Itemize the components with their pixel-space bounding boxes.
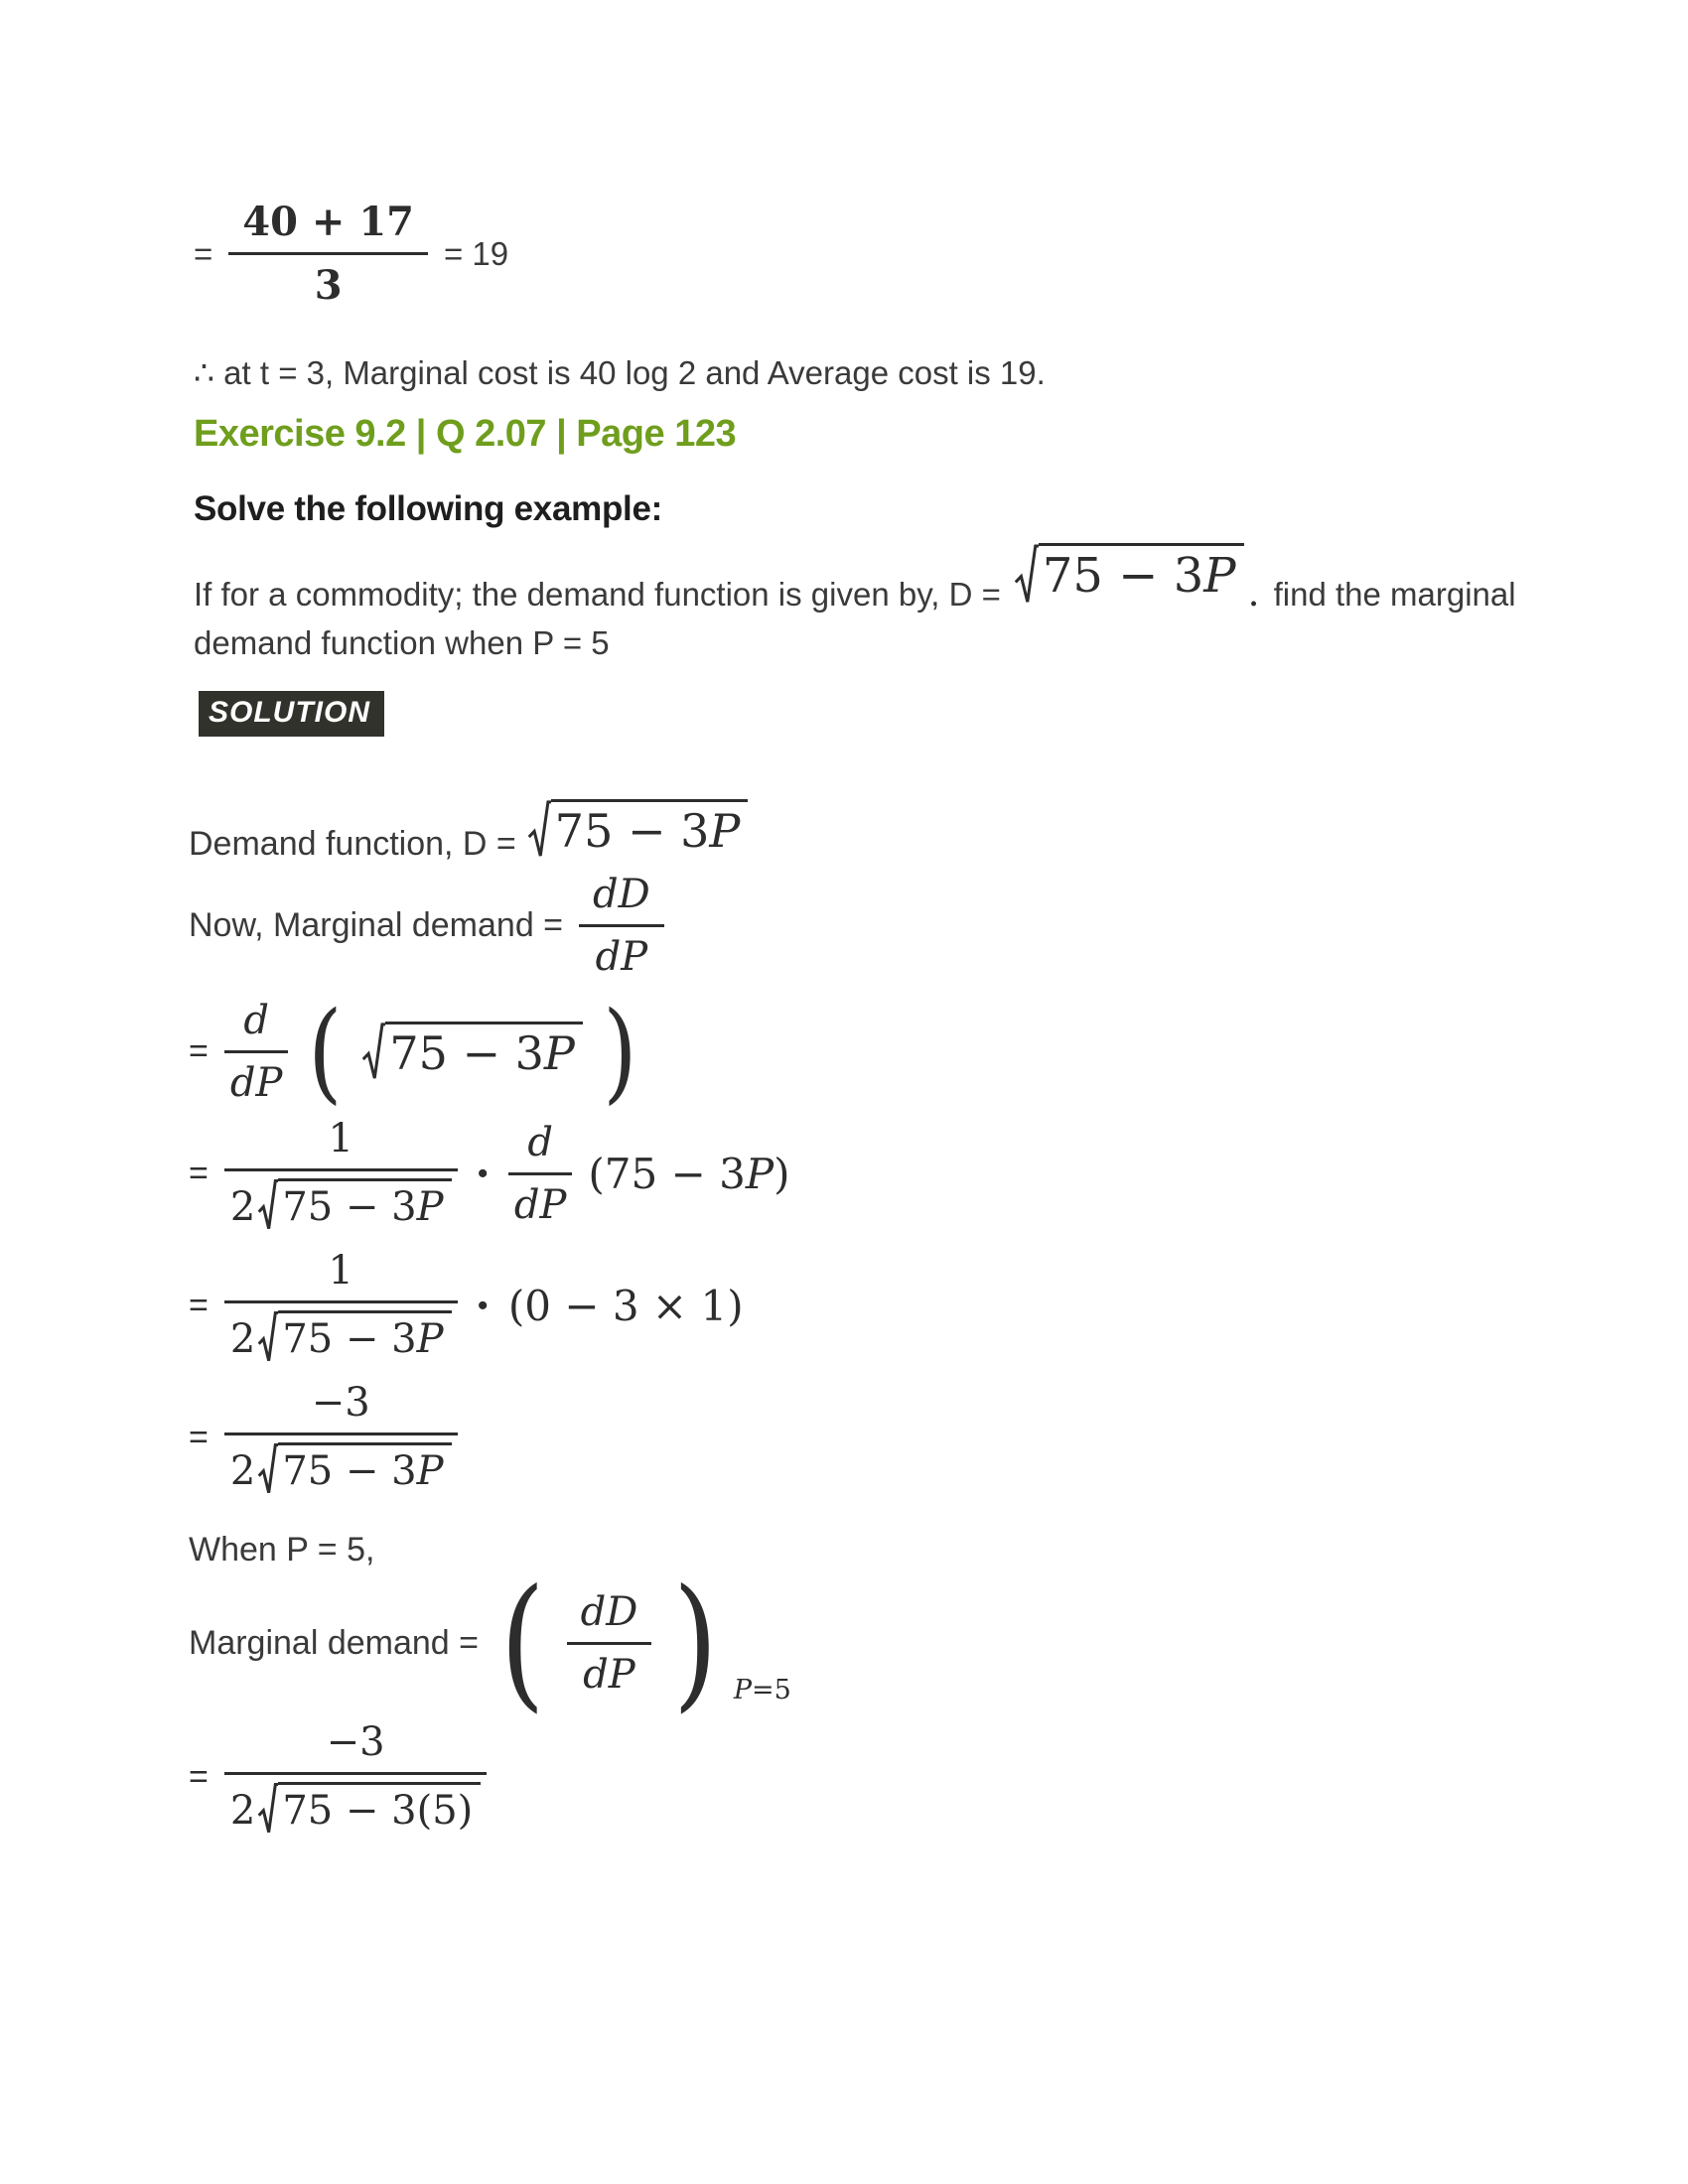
- question-line-2: demand function when P = 5: [194, 623, 610, 661]
- fraction: [228, 199, 428, 309]
- question-title: Solve the following example:: [194, 488, 662, 528]
- radicand: 75 − 3P: [551, 799, 749, 860]
- denominator-value: dP: [583, 1651, 635, 1698]
- equation-result: = 19: [443, 234, 509, 272]
- square-root-expression: [528, 799, 749, 860]
- demand-function-label: Demand function, D =: [189, 824, 516, 863]
- derivative-step-2: [189, 1116, 1688, 1232]
- square-root-expression: [258, 1310, 451, 1364]
- derivative-step-1: [189, 987, 1688, 1115]
- derivative-step-3: [189, 1248, 1688, 1364]
- expression-tail: (0 − 3 × 1): [507, 1281, 744, 1330]
- question-intro: If for a commodity; the demand function is given by, D =: [194, 576, 1001, 614]
- coefficient: 2: [229, 1447, 256, 1494]
- square-root-expression: [258, 1782, 481, 1836]
- derivative-operator-fraction: [508, 1120, 573, 1228]
- radical-sign-icon: [1015, 543, 1039, 606]
- open-parenthesis: (: [308, 987, 344, 1115]
- question-line-1: [194, 543, 1688, 618]
- evaluation-subscript: P=5: [733, 1674, 791, 1706]
- fraction-numerator: dD: [579, 872, 664, 927]
- marginal-demand-definition: [189, 872, 1688, 980]
- radicand: 75 − 3P: [278, 1178, 451, 1232]
- fraction-denominator: [224, 1775, 487, 1836]
- fraction-denominator: [228, 255, 428, 309]
- average-cost-equation: [194, 199, 1688, 309]
- fraction-denominator: [579, 927, 664, 980]
- coefficient: 2: [229, 1315, 256, 1362]
- equals-sign: =: [189, 1757, 209, 1796]
- fraction-numerator: d: [224, 998, 289, 1053]
- square-root-expression: [258, 1178, 451, 1232]
- radicand: 75 − 3(5): [278, 1782, 481, 1836]
- square-root-expression: [1015, 543, 1244, 606]
- solution-label-text: SOLUTION: [209, 695, 370, 729]
- demand-function-line: [189, 794, 1688, 864]
- close-parenthesis: ): [672, 1559, 719, 1727]
- derivative-fraction: [567, 1589, 652, 1698]
- radical-sign-icon: [528, 799, 551, 860]
- marginal-demand-result: [189, 1380, 1688, 1496]
- radical-sign-icon: [258, 1442, 278, 1496]
- radical-sign-icon: [258, 1782, 278, 1836]
- denominator-value: 3: [314, 262, 343, 309]
- solution-label: [199, 691, 384, 737]
- conclusion-text: ∴ at t = 3, Marginal cost is 40 log 2 and Average cost is 19.: [194, 354, 1046, 391]
- radicand: 75 − 3P: [385, 1022, 583, 1082]
- result-fraction: [224, 1380, 458, 1496]
- equals-sign: =: [189, 1031, 209, 1070]
- coefficient: 2: [229, 1183, 256, 1230]
- derivative-fraction: [579, 872, 664, 980]
- denominator-value: dP: [513, 1181, 567, 1228]
- denominator-value: dP: [229, 1059, 283, 1106]
- equals-sign: =: [194, 234, 213, 272]
- period: .: [1247, 571, 1260, 615]
- radical-sign-icon: [258, 1310, 278, 1364]
- equals-sign: =: [189, 1286, 209, 1324]
- fraction-numerator: −3: [224, 1380, 458, 1435]
- final-substitution: [189, 1719, 1688, 1836]
- radicand: 75 − 3P: [1039, 543, 1244, 606]
- radical-sign-icon: [258, 1178, 278, 1232]
- fraction-numerator: 40 + 17: [228, 199, 428, 255]
- close-parenthesis: ): [603, 987, 637, 1115]
- fraction-numerator: 1: [224, 1248, 458, 1303]
- denominator-value: dP: [595, 933, 648, 980]
- marginal-demand-at-p5: [189, 1559, 1688, 1727]
- equals-sign: =: [189, 1154, 209, 1192]
- marginal-demand-label: Now, Marginal demand =: [189, 905, 564, 944]
- result-fraction: [224, 1719, 487, 1836]
- fraction-denominator: [224, 1053, 289, 1106]
- marginal-demand-label: Marginal demand =: [189, 1623, 480, 1662]
- fraction-numerator: dD: [567, 1589, 652, 1645]
- reciprocal-fraction: [224, 1248, 458, 1364]
- fraction-numerator: −3: [224, 1719, 487, 1775]
- fraction-denominator: [567, 1645, 652, 1698]
- reciprocal-fraction: [224, 1116, 458, 1232]
- radicand: 75 − 3P: [278, 1310, 451, 1364]
- equals-sign: =: [189, 1418, 209, 1456]
- fraction-numerator: 1: [224, 1116, 458, 1171]
- derivative-operator-fraction: [224, 998, 289, 1106]
- exercise-breadcrumb-link[interactable]: Exercise 9.2 | Q 2.07 | Page 123: [194, 412, 737, 455]
- radical-sign-icon: [362, 1022, 385, 1082]
- open-parenthesis: (: [499, 1559, 545, 1727]
- expression-tail: (75 − 3P): [588, 1149, 790, 1198]
- radicand: 75 − 3P: [278, 1442, 451, 1496]
- fraction-numerator: d: [508, 1120, 573, 1175]
- when-p-equals-5-text: When P = 5,: [189, 1530, 375, 1569]
- fraction-denominator: [224, 1303, 458, 1364]
- fraction-denominator: [508, 1175, 573, 1228]
- square-root-expression: [258, 1442, 451, 1496]
- fraction-denominator: [224, 1435, 458, 1496]
- multiplication-dot: ·: [475, 1280, 491, 1331]
- question-outro: find the marginal: [1273, 576, 1516, 614]
- square-root-expression: [362, 1022, 583, 1082]
- coefficient: 2: [229, 1787, 256, 1834]
- multiplication-dot: ·: [475, 1148, 491, 1199]
- fraction-denominator: [224, 1171, 458, 1232]
